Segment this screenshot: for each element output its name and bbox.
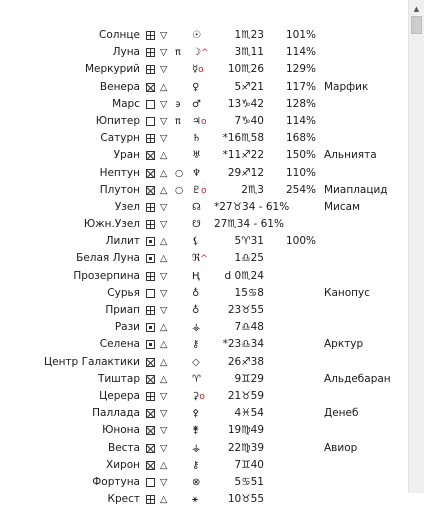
body-name: Солнце [99, 29, 140, 41]
position-degrees: 10♏26 [227, 63, 264, 76]
body-symbol-icon: ♅ [192, 150, 201, 162]
body-name: Церера [99, 389, 140, 402]
body-symbol-icon: ⚶ [192, 322, 201, 334]
body-symbol-icon: ♈ [192, 373, 201, 385]
aspect-extra-icon: ○ [175, 184, 184, 196]
red-aspect-mark-icon: o [200, 185, 207, 196]
body-name: Юпитер [95, 114, 140, 127]
table-row [0, 388, 408, 405]
body-symbol-icon: ⊗ [192, 476, 201, 488]
table-row [0, 61, 408, 78]
house-square-icon [146, 272, 155, 281]
body-name: Сурья [107, 286, 140, 299]
element-triangle-icon: ▽ [160, 390, 168, 402]
house-square-icon [146, 323, 155, 332]
body-name: Тиштар [97, 372, 140, 385]
table-row [0, 165, 408, 182]
element-triangle-icon: ▽ [160, 305, 168, 316]
element-triangle-icon: △ [160, 184, 168, 196]
element-triangle-icon: ▽ [160, 476, 168, 488]
strength-percent: 100% [286, 235, 317, 248]
body-name: Венера [99, 80, 140, 93]
table-row [0, 79, 408, 96]
position-degrees: 2♏3 [241, 183, 264, 196]
table-row [0, 130, 408, 147]
house-square-icon [146, 444, 155, 453]
body-symbol-icon: ⚵ [192, 425, 200, 437]
red-aspect-mark-icon: ^ [200, 254, 208, 265]
position-degrees: *27♉34 - 61% [214, 200, 290, 213]
body-name: Уран [113, 149, 140, 162]
body-symbol-icon: ♃o [192, 115, 207, 127]
fixed-star-name: Денеб [324, 407, 359, 420]
position-degrees: 27♏34 - 61% [214, 218, 284, 231]
position-degrees: 1♎25 [234, 252, 264, 265]
table-row [0, 440, 408, 457]
body-symbol-icon: ☿o [192, 64, 204, 76]
body-symbol-icon: ♁ [192, 287, 200, 299]
table-row [0, 233, 408, 250]
body-name: Рази [114, 321, 140, 334]
strength-percent: 254% [286, 183, 317, 196]
element-triangle-icon: △ [160, 459, 168, 471]
table-row [0, 491, 408, 508]
position-degrees: 7♊40 [234, 458, 264, 471]
house-square-icon [146, 358, 155, 367]
aspect-extra-icon: π [175, 47, 181, 59]
body-symbol-icon: ♁ [192, 305, 200, 316]
house-square-icon [146, 48, 155, 57]
element-triangle-icon: △ [160, 81, 168, 93]
element-triangle-icon: ▽ [160, 30, 168, 41]
table-row [0, 27, 408, 44]
planet-list [0, 27, 408, 508]
position-degrees: 15♋8 [234, 286, 264, 299]
element-triangle-icon: △ [160, 322, 168, 334]
position-degrees: 19♍49 [227, 424, 264, 437]
body-symbol-icon: Ⱨ [192, 270, 200, 282]
table-row [0, 474, 408, 491]
table-row [0, 371, 408, 388]
element-triangle-icon: △ [160, 373, 168, 385]
red-aspect-mark-icon: o [199, 391, 205, 402]
table-row [0, 268, 408, 285]
house-square-icon [146, 169, 155, 178]
table-row [0, 336, 408, 353]
house-square-icon [146, 83, 155, 92]
body-symbol-icon: ♂ [192, 98, 201, 110]
position-degrees: 7♑40 [234, 114, 264, 127]
position-degrees: 5♐21 [234, 80, 264, 93]
house-square-icon [146, 254, 155, 263]
element-triangle-icon: △ [160, 253, 168, 265]
position-degrees: 7♎48 [234, 321, 264, 334]
table-row [0, 96, 408, 113]
body-name: Плутон [99, 183, 140, 196]
body-symbol-icon: ⚷ [192, 459, 200, 471]
position-degrees: 1♏23 [234, 29, 264, 41]
body-symbol-icon: ⚴ [192, 408, 200, 420]
house-square-icon [146, 306, 155, 315]
element-triangle-icon: ▽ [160, 64, 168, 76]
table-row [0, 319, 408, 336]
red-aspect-mark-icon: o [198, 65, 204, 76]
element-triangle-icon: ▽ [160, 98, 168, 110]
body-name: Нептун [99, 166, 140, 179]
table-row [0, 113, 408, 130]
house-square-icon [146, 186, 155, 195]
body-name: Марс [112, 97, 140, 110]
body-name: Веста [108, 441, 140, 454]
body-name: Луна [112, 46, 140, 59]
element-triangle-icon: ▽ [160, 219, 168, 231]
position-degrees: 5♈31 [234, 235, 264, 248]
table-row [0, 44, 408, 61]
fixed-star-name: Авиор [324, 441, 358, 454]
position-degrees: 4♓54 [234, 407, 264, 420]
position-degrees: 22♍39 [227, 441, 264, 454]
red-aspect-mark-icon: ^ [200, 48, 209, 59]
table-row [0, 147, 408, 164]
body-name: Центр Галактики [43, 355, 140, 368]
table-row [0, 405, 408, 422]
position-degrees: 13♑42 [227, 97, 264, 110]
body-name: Хирон [106, 458, 140, 471]
body-name: Южн.Узел [83, 218, 140, 231]
body-name: Меркурий [84, 63, 140, 76]
body-symbol-icon: ⚹ [192, 494, 198, 506]
position-degrees: *23♎34 [222, 338, 264, 351]
element-triangle-icon: ▽ [160, 408, 168, 420]
element-triangle-icon: △ [160, 356, 168, 368]
element-triangle-icon: ▽ [160, 442, 168, 454]
strength-percent: 117% [286, 80, 317, 93]
element-triangle-icon: ▽ [160, 287, 168, 299]
body-symbol-icon: ⚸ [192, 236, 200, 248]
house-square-icon [146, 203, 155, 212]
strength-percent: 128% [286, 97, 317, 110]
house-square-icon [146, 392, 155, 401]
position-degrees: d 0♏24 [224, 269, 264, 282]
element-triangle-icon: △ [160, 236, 168, 248]
fixed-star-name: Альдебаран [324, 372, 391, 385]
body-symbol-icon: ☉ [192, 30, 201, 41]
element-triangle-icon: △ [160, 339, 168, 351]
body-symbol-icon: ☽^ [192, 47, 209, 59]
vertical-scrollbar[interactable] [408, 0, 424, 493]
fixed-star-name: Канопус [324, 286, 371, 299]
fixed-star-name: Альнията [324, 149, 377, 162]
table-row [0, 199, 408, 216]
strength-percent: 114% [286, 114, 317, 127]
body-name: Юнона [102, 424, 140, 437]
house-square-icon [146, 426, 155, 435]
red-aspect-mark-icon: o [200, 116, 207, 127]
scroll-up-arrow-icon[interactable]: ▲ [413, 5, 420, 13]
element-triangle-icon: △ [160, 167, 168, 179]
table-row [0, 302, 408, 319]
table-row [0, 285, 408, 302]
strength-percent: 168% [286, 132, 317, 145]
table-row [0, 216, 408, 233]
house-square-icon [146, 31, 155, 40]
body-symbol-icon: ⚷ [192, 339, 200, 351]
body-symbol-icon: ♆ [192, 167, 201, 179]
aspect-extra-icon: ○ [175, 167, 184, 179]
body-symbol-icon: ♄ [192, 133, 201, 145]
fixed-star-name: Арктур [324, 338, 364, 351]
house-square-icon [146, 220, 155, 229]
body-name: Селена [99, 338, 140, 351]
body-name: Паллада [92, 407, 140, 420]
body-symbol-icon: ☋ [192, 219, 201, 231]
table-row [0, 457, 408, 474]
table-row [0, 182, 408, 199]
house-square-icon [146, 495, 155, 504]
body-name: Узел [114, 200, 140, 213]
body-name: Фортуна [92, 475, 140, 488]
element-triangle-icon: ▽ [160, 47, 168, 59]
element-triangle-icon: △ [160, 494, 168, 506]
table-row [0, 250, 408, 267]
body-symbol-icon: ♀ [192, 81, 200, 93]
position-degrees: 3♏11 [234, 46, 264, 59]
body-symbol-icon: ◇ [192, 356, 200, 368]
position-degrees: 26♐38 [227, 355, 264, 368]
body-symbol-icon: ♇o [192, 184, 207, 196]
position-degrees: *16♏58 [222, 132, 264, 145]
body-name: Белая Луна [76, 252, 140, 265]
position-degrees: 10♉55 [227, 493, 264, 506]
strength-percent: 150% [286, 149, 317, 162]
element-triangle-icon: ▽ [160, 201, 168, 213]
position-degrees: 9♊29 [234, 372, 264, 385]
strength-percent: 101% [286, 29, 317, 41]
house-square-icon [146, 151, 155, 160]
body-symbol-icon: ℜ^ [192, 253, 208, 265]
position-degrees: *11♐22 [222, 149, 264, 162]
body-name: Лилит [105, 235, 140, 248]
element-triangle-icon: ▽ [160, 115, 168, 127]
body-name: Приап [105, 304, 140, 316]
body-name: Крест [107, 493, 140, 506]
house-square-icon [146, 289, 155, 298]
strength-percent: 129% [286, 63, 317, 76]
house-square-icon [146, 340, 155, 349]
house-square-icon [146, 237, 155, 246]
house-square-icon [146, 375, 155, 384]
body-symbol-icon: ⚳o [192, 390, 205, 402]
element-triangle-icon: ▽ [160, 425, 168, 437]
house-square-icon [146, 100, 155, 109]
strength-percent: 110% [286, 166, 317, 179]
body-symbol-icon: ⚶ [192, 442, 201, 454]
strength-percent: 114% [286, 46, 317, 59]
aspect-extra-icon: ϶ [175, 98, 181, 110]
house-square-icon [146, 65, 155, 74]
house-square-icon [146, 461, 155, 470]
fixed-star-name: Марфик [324, 80, 369, 93]
body-name: Сатурн [100, 132, 140, 145]
fixed-star-name: Миаплацид [324, 183, 388, 196]
body-symbol-icon: ☊ [192, 201, 201, 213]
body-name: Прозерпина [73, 269, 140, 282]
position-degrees: 5♋51 [234, 475, 264, 488]
fixed-star-name: Мисам [324, 200, 361, 213]
position-degrees: 29♐12 [227, 166, 264, 179]
element-triangle-icon: ▽ [160, 270, 168, 282]
position-degrees: 23♉55 [227, 304, 264, 316]
house-square-icon [146, 478, 155, 487]
aspect-extra-icon: π [175, 115, 181, 127]
house-square-icon [146, 117, 155, 126]
table-row [0, 422, 408, 439]
element-triangle-icon: ▽ [160, 133, 168, 145]
table-row [0, 354, 408, 371]
scroll-thumb[interactable] [411, 16, 422, 34]
element-triangle-icon: △ [160, 150, 168, 162]
house-square-icon [146, 409, 155, 418]
house-square-icon [146, 134, 155, 143]
position-degrees: 21♉59 [227, 389, 264, 402]
